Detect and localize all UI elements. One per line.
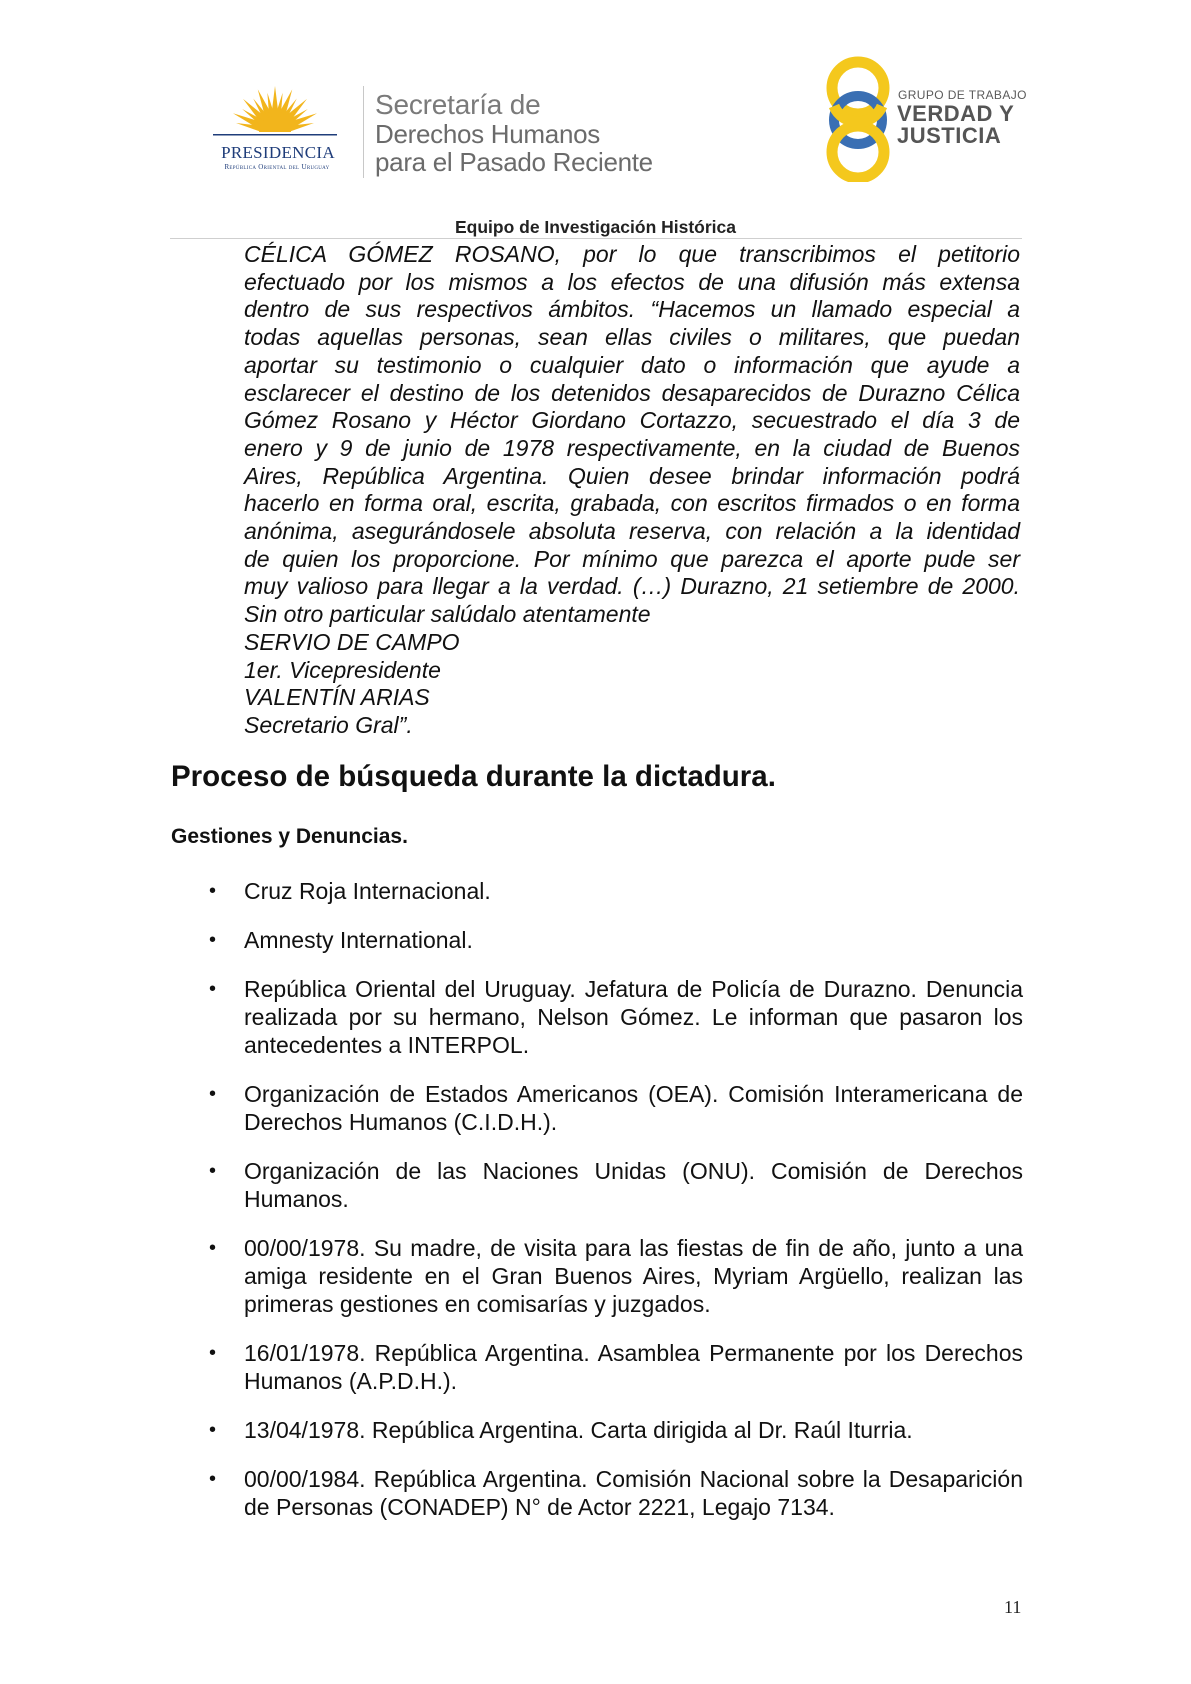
- list-item: [207, 1157, 1023, 1213]
- quote-closing-line: Sin otro particular salúdalo atentamente: [244, 601, 651, 628]
- list-item-text: 13/04/1978. República Argentina. Carta dirigida al Dr. Raúl Iturria.: [244, 1417, 913, 1443]
- secretaria-line-2: Derechos Humanos: [375, 119, 600, 149]
- page-number: 11: [1004, 1597, 1022, 1617]
- gvj-title-line-1: VERDAD Y: [897, 101, 1015, 126]
- secretaria-line-1: Secretaría de: [375, 89, 541, 120]
- list-item-text: Organización de las Naciones Unidas (ONU). Comisión de Derechos Humanos.: [244, 1158, 1023, 1212]
- quote-line: dentro de sus respectivos ámbitos. “Hacemos un llamado especial a: [244, 296, 1020, 323]
- list-item-text: 16/01/1978. República Argentina. Asamblea Permanente por los Derechos Humanos (A.P.D.H.).: [244, 1340, 1023, 1394]
- quote-signatory-name: VALENTÍN ARIAS: [244, 684, 430, 711]
- quote-line: muy valioso para llegar a la verdad. (…) Durazno, 21 setiembre de 2000.: [244, 573, 1020, 600]
- bullet-icon: •: [209, 1468, 217, 1490]
- header-rule: [170, 238, 1022, 239]
- secretaria-logo-text: [375, 90, 705, 176]
- presidencia-title: PRESIDENCIA: [221, 143, 335, 162]
- bullet-icon: •: [209, 929, 217, 951]
- presidencia-subtitle: República Oriental del Uruguay: [224, 163, 330, 171]
- list-item-text: 00/00/1978. Su madre, de visita para las fiestas de fin de año, junto a una amiga residente en el Gran Buenos Aires, Myriam Argüello, realizan las primeras gestiones en comisarías y juzgados.: [244, 1235, 1023, 1317]
- bullet-icon: •: [209, 1160, 217, 1182]
- list-item-text: Amnesty International.: [244, 927, 473, 953]
- gvj-small-text: GRUPO DE TRABAJO: [898, 88, 1027, 102]
- header-divider: [363, 86, 364, 178]
- quote-line: anónima, asegurándosele absoluta reserva, con relación a la identidad: [244, 518, 1020, 545]
- bullet-icon: •: [209, 880, 217, 902]
- list-item: [207, 877, 1023, 905]
- quote-line: de quien los proporcione. Por mínimo que parezca el aporte pude ser: [244, 545, 1020, 572]
- list-item-text: 00/00/1984. República Argentina. Comisión Nacional sobre la Desaparición de Personas (CONADEP) N° de Actor 2221, Legajo 7134.: [244, 1466, 1023, 1520]
- quote-signatory-role: Secretario Gral”.: [244, 711, 413, 738]
- quote-signatory-role: 1er. Vicepresidente: [244, 656, 441, 683]
- bullet-icon: •: [209, 1342, 217, 1364]
- quote-line: esclarecer el destino de los detenidos desaparecidos de Durazno Célica: [244, 379, 1020, 406]
- quote-line: todas aquellas personas, sean ellas civiles o militares, que puedan: [244, 324, 1020, 351]
- quote-line: Gómez Rosano y Héctor Giordano Cortazzo, secuestrado el día 3 de: [244, 407, 1020, 434]
- section-heading: Proceso de búsqueda durante la dictadura.: [171, 760, 776, 793]
- list-item: [207, 975, 1023, 1059]
- bullet-icon: •: [209, 1237, 217, 1259]
- page-header: [0, 0, 1191, 240]
- quote-line: CÉLICA GÓMEZ ROSANO, por lo que transcribimos el petitorio: [244, 241, 1020, 267]
- secretaria-line-3: para el Pasado Reciente: [375, 147, 653, 177]
- list-item: [207, 1080, 1023, 1136]
- list-item: [207, 1234, 1023, 1318]
- gvj-title-line-2: JUSTICIA: [897, 123, 1002, 148]
- quote-line: aportar su testimonio o cualquier dato o información que ayude a: [244, 351, 1020, 378]
- quote-line: efectuado por los mismos a los efectos de una difusión más extensa: [244, 268, 1020, 295]
- quote-line: Aires, República Argentina. Quien desee brindar información podrá: [244, 462, 1020, 489]
- quoted-petition: [244, 241, 1020, 740]
- bullet-icon: •: [209, 1419, 217, 1441]
- quote-signatory-name: SERVIO DE CAMPO: [244, 628, 460, 655]
- list-item-text: Organización de Estados Americanos (OEA). Comisión Interamericana de Derechos Humanos (C.I.D.H.).: [244, 1081, 1023, 1135]
- list-item: [207, 926, 1023, 954]
- list-item-text: Cruz Roja Internacional.: [244, 878, 491, 904]
- list-item: [207, 1339, 1023, 1395]
- list-item: [207, 1465, 1023, 1521]
- actions-list: [207, 877, 1023, 1542]
- verdad-justicia-rings-logo: [818, 56, 898, 182]
- subsection-heading: Gestiones y Denuncias.: [171, 825, 408, 848]
- quote-line: enero y 9 de junio de 1978 respectivamente, en la ciudad de Buenos: [244, 434, 1020, 461]
- bullet-icon: •: [209, 978, 217, 1000]
- team-name: Equipo de Investigación Histórica: [454, 217, 737, 237]
- list-item-text: República Oriental del Uruguay. Jefatura de Policía de Durazno. Denuncia realizada por su hermano, Nelson Gómez. Le informan que pasaron los antecedentes a INTERPOL.: [244, 976, 1023, 1058]
- bullet-icon: •: [209, 1083, 217, 1105]
- list-item: [207, 1416, 1023, 1444]
- quote-line: hacerlo en forma oral, escrita, grabada, con escritos firmados o en forma: [244, 490, 1020, 517]
